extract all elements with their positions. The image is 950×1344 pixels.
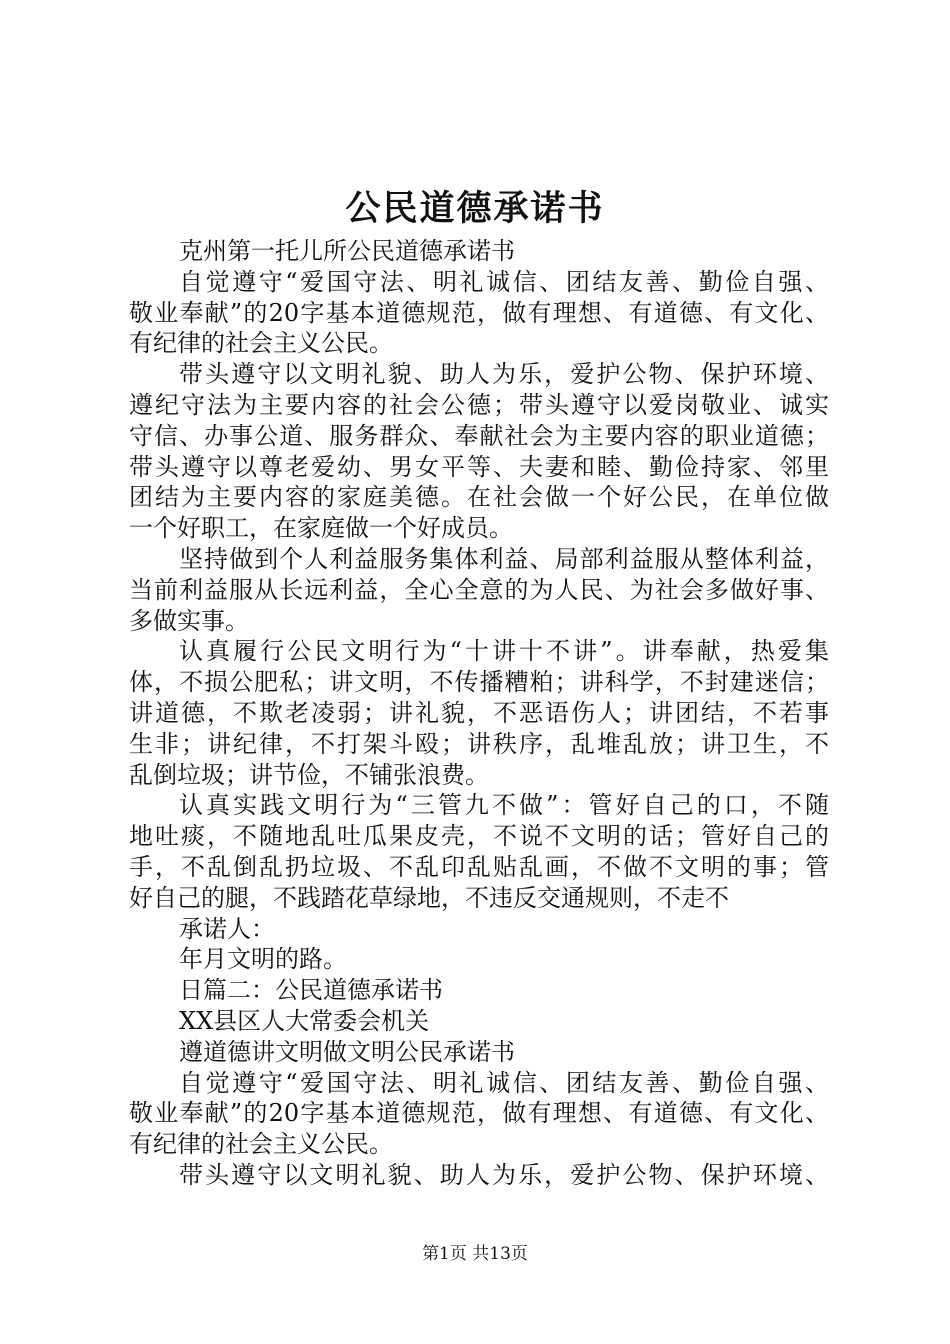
text-line: 自觉遵守“爱国守法、明礼诚信、团结友善、勤俭自强、 (179, 1068, 829, 1097)
document-body (129, 236, 829, 1191)
text-line: XX县区人大常委会机关 (179, 1006, 430, 1035)
text-line: 认真履行公民文明行为“十讲十不讲”。讲奉献，热爱集 (179, 637, 829, 666)
text-line: 敬业奉献”的20字基本道德规范，做有理想、有道德、有文化、 (129, 1099, 829, 1128)
text-line: 带头遵守以尊老爱幼、男女平等、夫妻和睦、勤俭持家、邻里 (129, 452, 829, 481)
text-line: 日篇二：公民道德承诺书 (179, 976, 443, 1005)
text-line: 认真实践文明行为“三管九不做”：管好自己的口，不随 (179, 791, 829, 820)
text-line: 守信、办事公道、服务群众、奉献社会为主要内容的职业道德； (129, 421, 829, 450)
text-line: 遵纪守法为主要内容的社会公德；带头遵守以爱岗敬业、诚实 (129, 390, 829, 419)
text-line: 多做实事。 (129, 606, 249, 635)
text-line: 当前利益服从长远利益，全心全意的为人民、为社会多做好事、 (129, 575, 829, 604)
text-line: 带头遵守以文明礼貌、助人为乐，爱护公物、保护环境、 (179, 1160, 829, 1189)
text-line: 一个好职工，在家庭做一个好成员。 (129, 514, 513, 543)
text-line: 好自己的腿，不践踏花草绿地，不违反交通规则，不走不 (129, 883, 729, 912)
text-line: 带头遵守以文明礼貌、助人为乐，爱护公物、保护环境、 (179, 360, 829, 389)
text-line: 生非；讲纪律，不打架斗殴；讲秩序，乱堆乱放；讲卫生，不 (129, 729, 829, 758)
text-line: 敬业奉献”的20字基本道德规范，做有理想、有道德、有文化、 (129, 298, 829, 327)
page-title: 公民道德承诺书 (345, 188, 605, 229)
text-line: 克州第一托儿所公民道德承诺书 (179, 237, 515, 265)
text-line: 有纪律的社会主义公民。 (129, 329, 393, 358)
text-line: 团结为主要内容的家庭美德。在社会做一个好公民，在单位做 (129, 483, 829, 512)
text-line: 乱倒垃圾；讲节俭，不铺张浪费。 (129, 760, 489, 789)
text-line: 坚持做到个人利益服务集体利益、局部利益服从整体利益， (179, 544, 829, 573)
text-line: 手，不乱倒乱扔垃圾、不乱印乱贴乱画，不做不文明的事；管 (129, 852, 829, 881)
text-line: 承诺人： (179, 914, 275, 943)
text-line: 遵道德讲文明做文明公民承诺书 (179, 1037, 515, 1066)
text-line: 地吐痰，不随地乱吐瓜果皮壳，不说不文明的话；管好自己的 (129, 822, 829, 851)
page-footer: 第1页 共13页 (422, 1244, 528, 1264)
text-line: 自觉遵守“爱国守法、明礼诚信、团结友善、勤俭自强、 (179, 267, 829, 296)
text-line: 有纪律的社会主义公民。 (129, 1130, 393, 1159)
text-line: 讲道德，不欺老凌弱；讲礼貌，不恶语伤人；讲团结，不若事 (129, 698, 829, 727)
text-line: 体，不损公肥私；讲文明，不传播糟粕；讲科学，不封建迷信； (129, 668, 829, 697)
text-line: 年月文明的路。 (179, 945, 347, 974)
